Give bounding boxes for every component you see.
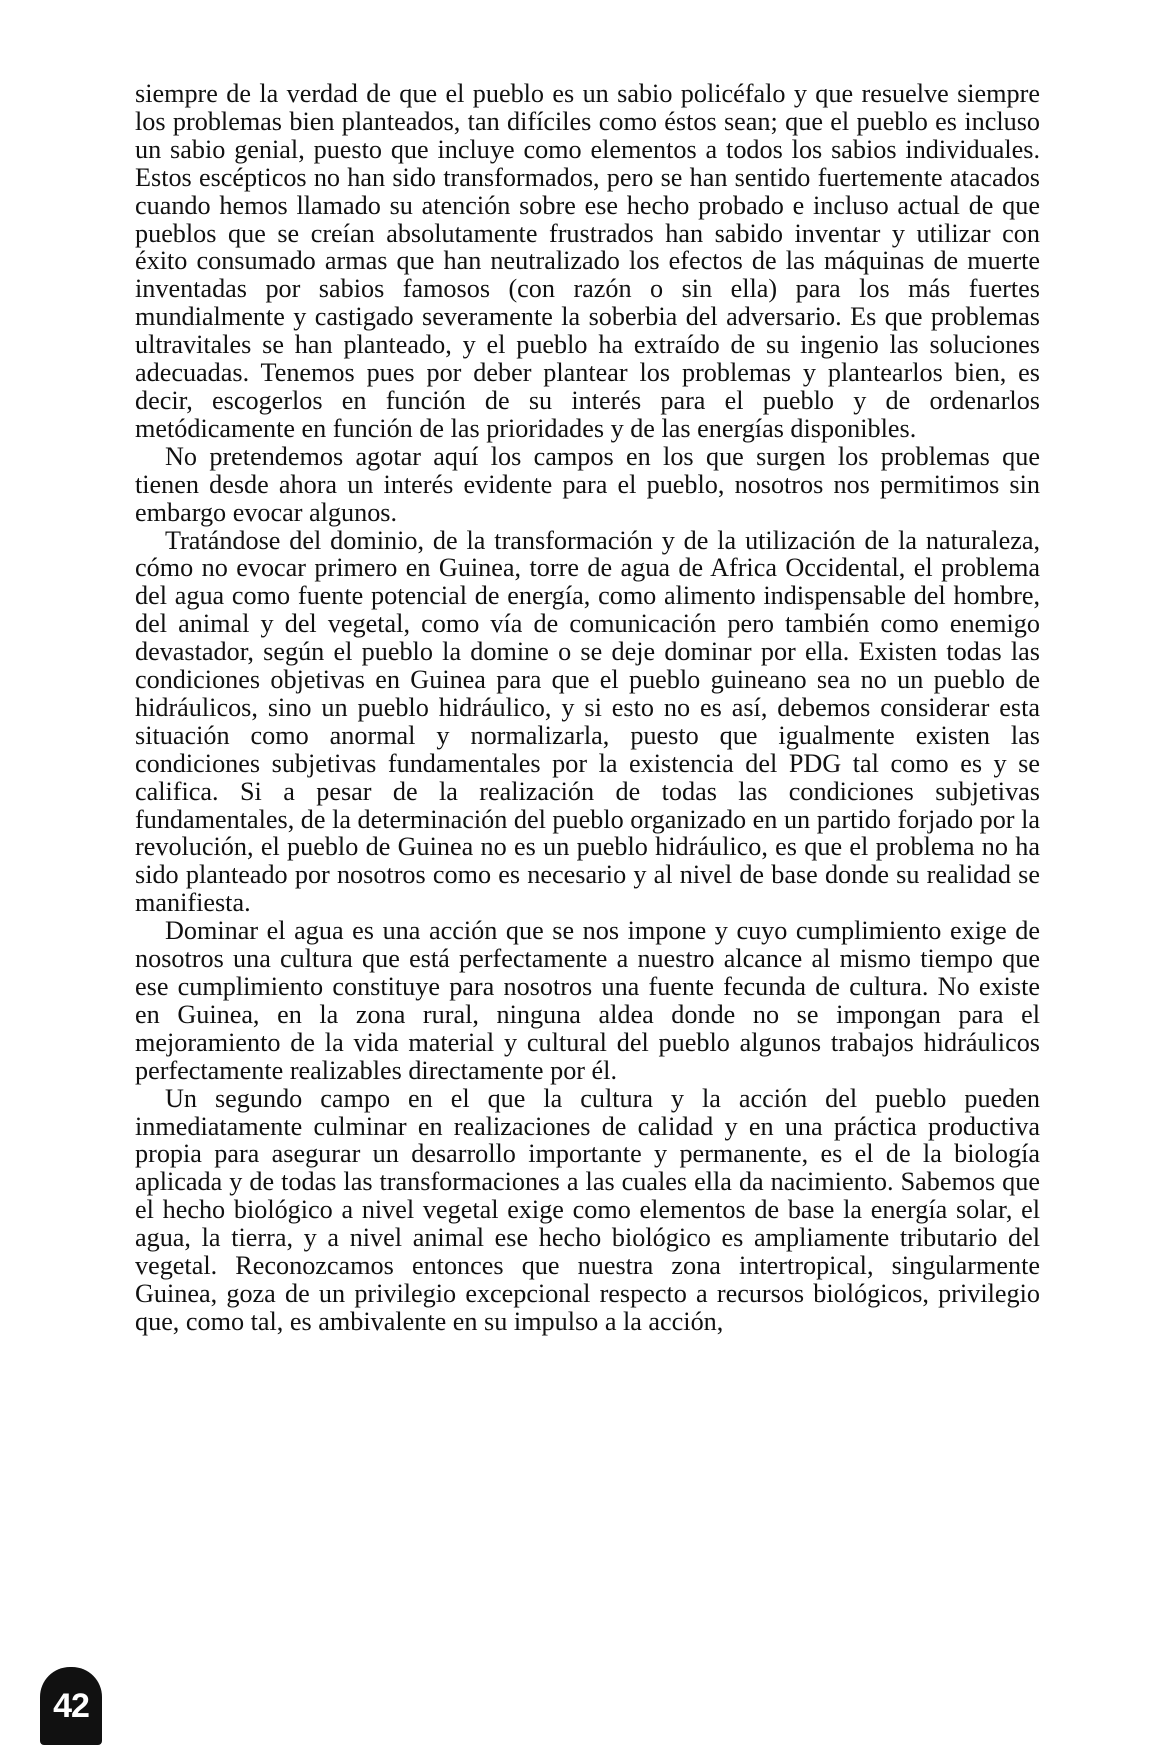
paragraph-5: Un segundo campo en el que la cultura y la acción del pueblo pueden inmediatamente culminar en realizaciones de calidad y en una práctica productiva propia para asegurar un desarrollo importante y permanente, es el de la biología aplicada y de todas las transformaciones a las cuales ella da nacimiento. Sabemos que el hecho biológico a nivel vegetal exige como elementos de base la energía solar, el agua, la tierra, y a nivel animal ese hecho biológico es ampliamente tributario del vegetal. Reconozcamos entonces que nuestra zona intertropical, singularmente Guinea, goza de un privilegio excepcional respecto a recursos biológicos, privilegio que, como tal, es ambivalente en su impulso a la acción,	[135, 1083, 1040, 1336]
page-number-badge: 42	[40, 1667, 102, 1745]
paragraph-4: Dominar el agua es una acción que se nos impone y cuyo cumplimiento exige de nosotros una cultura que está perfectamente a nuestro alcance al mismo tiempo que ese cumplimiento constituye para nosotros una fuente fecunda de cultura. No existe en Guinea, en la zona rural, ninguna aldea donde no se impongan para el mejoramiento de la vida material y cultural del pueblo algunos trabajos hidráulicos perfectamente realizables directamente por él.	[135, 916, 1040, 1085]
paragraph-2: No pretendemos agotar aquí los campos en los que surgen los problemas que tienen desde ahora un interés evidente para el pueblo, nosotros nos permitimos sin embargo evocar algunos.	[135, 441, 1040, 527]
page-body	[135, 80, 1040, 1336]
paragraph-1: siempre de la verdad de que el pueblo es un sabio policéfalo y que resuelve siempre los problemas bien planteados, tan difíciles como éstos sean; que el pueblo es incluso un sabio genial, puesto que incluye como elementos a todos los sabios individuales. Estos escépticos no han sido transformados, pero se han sentido fuertemente atacados cuando hemos llamado su atención sobre ese hecho probado e incluso actual de que pueblos que se creían absolutamente frustrados han sabido inventar y utilizar con éxito consumado armas que han neutralizado los efectos de las máquinas de muerte inventadas por sabios famosos (con razón o sin ella) para los más fuertes mundialmente y castigado severamente la soberbia del adversario. Es que problemas ultravitales se han planteado, y el pueblo ha extraído de su ingenio las soluciones adecuadas. Tenemos pues por deber plantear los problemas y plantearlos bien, es decir, escogerlos en función de su interés para el pueblo y de ordenarlos metódicamente en función de las prioridades y de las energías disponibles.	[135, 79, 1040, 443]
paragraph-3: Tratándose del dominio, de la transformación y de la utilización de la naturaleza, cómo no evocar primero en Guinea, torre de agua de Africa Occidental, el problema del agua como fuente potencial de energía, como alimento indispensable del hombre, del animal y del vegetal, como vía de comunicación pero también como enemigo devastador, según el pueblo la domine o se deje dominar por ella. Existen todas las condiciones objetivas en Guinea para que el pueblo guineano sea no un pueblo de hidráulicos, sino un pueblo hidráulico, y si esto no es así, debemos considerar esta situación como anormal y normalizarla, puesto que igualmente existen las condiciones subjetivas fundamentales por la existencia del PDG tal como es y se califica. Si a pesar de la realización de todas las condiciones subjetivas fundamentales, de la determinación del pueblo organizado en un partido forjado por la revolución, el pueblo de Guinea no es un pueblo hidráulico, es que el problema no ha sido planteado por nosotros como es necesario y al nivel de base donde su realidad se manifiesta.	[135, 525, 1040, 918]
